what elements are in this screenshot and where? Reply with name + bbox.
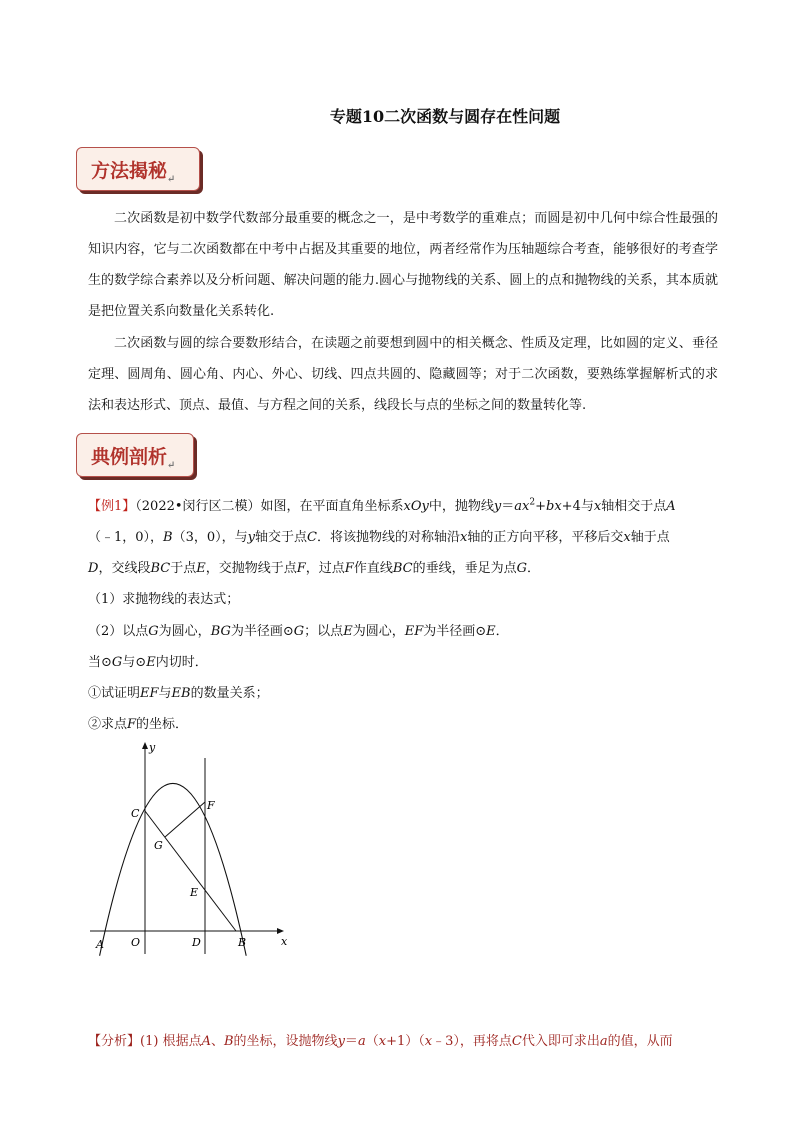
label-o: O [131,936,141,949]
example-tag: 【例1】 [88,499,136,514]
segment-bc [145,811,236,931]
label-e: E [190,886,199,899]
label-x: x [281,935,288,948]
return-mark-icon: ↵ [167,459,176,471]
label-c: C [131,807,140,820]
section-label-example: 典例剖析 [91,446,168,468]
question-1: （1）求抛物线的表达式； [88,592,240,607]
label-y: y [149,741,156,754]
example-line-3: D，交线段BC于点E，交抛物线于点F，过点F作直线BC的垂线，垂足为点G． [88,561,540,576]
label-f: F [207,799,215,812]
question-2-part-2: ②求点F的坐标． [88,717,189,732]
method-paragraph-2: 二次函数与圆的综合要数形结合，在读题之前要想到圆中的相关概念、性质及定理，比如圆的定义、垂径定理、圆周角、圆心角、内心、外心、切线、四点共圆的、隐藏圆等；对于二次函数，要熟练掌握解析式的求法和表达形式、顶点、最值、与方程之间的关系，线段长与点的坐标之间的数量转化等. [88,336,718,413]
parabola-curve [100,783,247,955]
section-header-method [76,147,200,191]
method-paragraph-1: 二次函数是初中数学代数部分最重要的概念之一，是中考数学的重难点；而圆是初中几何中综合性最强的知识内容，它与二次函数都在中考中占据及其重要的地位，两者经常作为压轴题综合考查，能够很好的考查学生的数学综合素养以及分析问题、解决问题的能力.圆心与抛物线的关系、圆上的点和抛物线的关系，其本质就是把位置关系向数量化关系转化. [88,211,718,319]
example-line-2: （﹣1，0），B（3，0），与y轴交于点C．将该抛物线的对称轴沿x轴的正方向平移，平移后交x轴于点 [88,530,670,545]
example-line-1: 【例1】（2022•闵行区二模）如图，在平面直角坐标系xOy中，抛物线$y=ax^2+bx+4$与x轴相交于点A [88,497,676,514]
parabola-figure [86,738,298,956]
segment-fg [165,802,205,837]
question-2: （2）以点G为圆心，BG为半径画⊙G；以点E为圆心，EF为半径画⊙E． [88,624,509,639]
section-label-method: 方法揭秘 [91,160,168,182]
label-a: A [96,938,104,951]
analysis-tag: 【分析】 [88,1034,141,1049]
x-axis-arrow-icon [277,928,284,934]
return-mark-icon: ↵ [167,173,176,185]
y-axis-arrow-icon [142,742,148,749]
label-g: G [154,839,163,852]
analysis-line: 【分析】(1) 根据点A、B的坐标，设抛物线y＝a（x+1）（x﹣3），再将点C代入即可求出a的值，从而 [88,1034,673,1049]
page-title: 专题10二次函数与圆存在性问题 [329,107,561,126]
label-b: B [238,936,247,949]
section-header-example [76,433,194,477]
question-2-condition: 当⊙G与⊙E内切时． [88,655,208,670]
label-d: D [192,936,201,949]
question-2-part-1: ①试证明EF与EB的数量关系； [88,686,269,701]
